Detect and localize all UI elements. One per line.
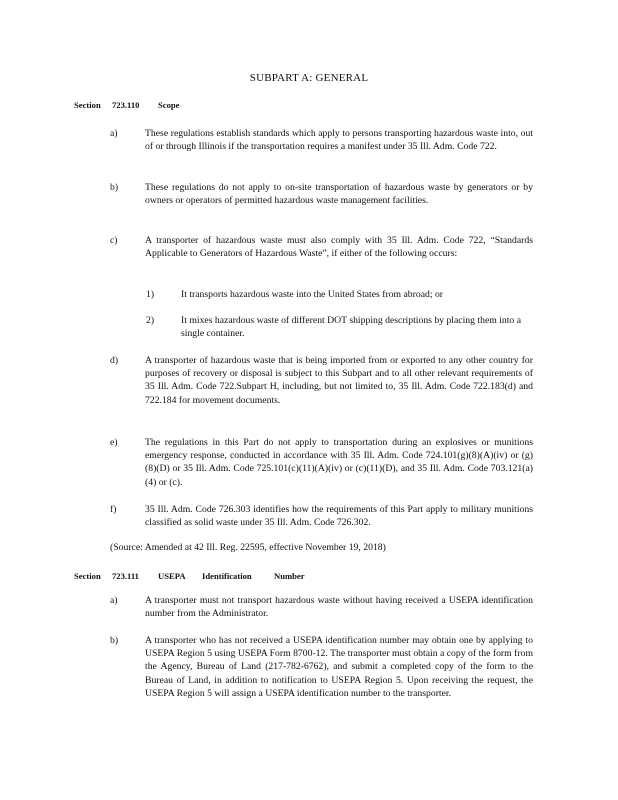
section-title-word: Number — [274, 571, 305, 581]
source-note: (Source: Amended at 42 Ill. Reg. 22595, effective November 19, 2018) — [110, 542, 386, 553]
section-number: 723.111 — [112, 571, 139, 581]
paragraph-text: A transporter must not transport hazardous waste without having received a USEPA identification number from the Administrator. — [145, 595, 533, 620]
paragraph-text: The regulations in this Part do not apply to transportation during an explosives or munitions emergency response, conducted in accordance with 35 Ill. Adm. Code 724.101(g)(8)(A)(iv) or (g)(8)(D) or 35 Ill. Adm. Code 725.101(c)(11)(A)(iv) or (c)(11)(D), and 35 Ill. Adm. Code 703.121(a)(4) or (c). — [145, 437, 533, 488]
paragraph-marker: e) — [110, 437, 118, 448]
section-title: Scope — [158, 100, 180, 110]
subparagraph-text: It transports hazardous waste into the United States from abroad; or — [181, 289, 444, 300]
section-label: Section — [74, 571, 101, 581]
paragraph-text: 35 Ill. Adm. Code 726.303 identifies how the requirements of this Part apply to military munitions classified as solid waste under 35 Ill. Adm. Code 726.302. — [145, 504, 533, 529]
paragraph-marker: f) — [110, 504, 117, 515]
paragraph-text: A transporter of hazardous waste that is being imported from or exported to any other country for purposes of recovery or disposal is subject to this Subpart and to all other relevant requirements of 35 Ill. Adm. Code 722.Subpart H, including, but not limited to, 35 Ill. Adm. Code 722.183(d) and 722.184 for movement documents. — [145, 355, 533, 406]
subparagraph-marker: 2) — [146, 315, 155, 326]
section-title-word: USEPA — [158, 571, 186, 581]
section-label: Section — [74, 100, 101, 110]
paragraph-text: These regulations do not apply to on-site transportation of hazardous waste by generators or by owners or operators of permitted hazardous waste management facilities. — [145, 182, 533, 207]
paragraph-marker: b) — [110, 635, 119, 646]
paragraph-marker: c) — [110, 235, 118, 246]
paragraph-marker: d) — [110, 355, 119, 366]
paragraph-text: These regulations establish standards which apply to persons transporting hazardous waste into, out of or through Illinois if the transportation requires a manifest under 35 Ill. Adm. Code 722. — [145, 128, 533, 153]
subparagraph-text: It mixes hazardous waste of different DOT shipping descriptions by placing them into a single container. — [181, 315, 521, 340]
paragraph-text: A transporter who has not received a USEPA identification number may obtain one by applying to USEPA Region 5 using USEPA Form 8700-12. The transporter must obtain a copy of the form from the Agency, Bureau of Land (217-782-6762), and submit a completed copy of the form to the Bureau of Land, in addition to notification to USEPA Region 5. Upon receiving the request, the USEPA Region 5 will assign a USEPA identification number to the transporter. — [145, 635, 533, 699]
subpart-title: SUBPART A: GENERAL — [249, 72, 369, 84]
paragraph-text: A transporter of hazardous waste must also comply with 35 Ill. Adm. Code 722, “Standards Applicable to Generators of Hazardous Waste”, if either of the following occurs: — [145, 235, 533, 260]
section-title-word: Identification — [202, 571, 252, 581]
paragraph-marker: a) — [110, 595, 118, 606]
paragraph-marker: b) — [110, 182, 119, 193]
subparagraph-marker: 1) — [146, 289, 155, 300]
section-number: 723.110 — [112, 100, 140, 110]
paragraph-marker: a) — [110, 128, 118, 139]
